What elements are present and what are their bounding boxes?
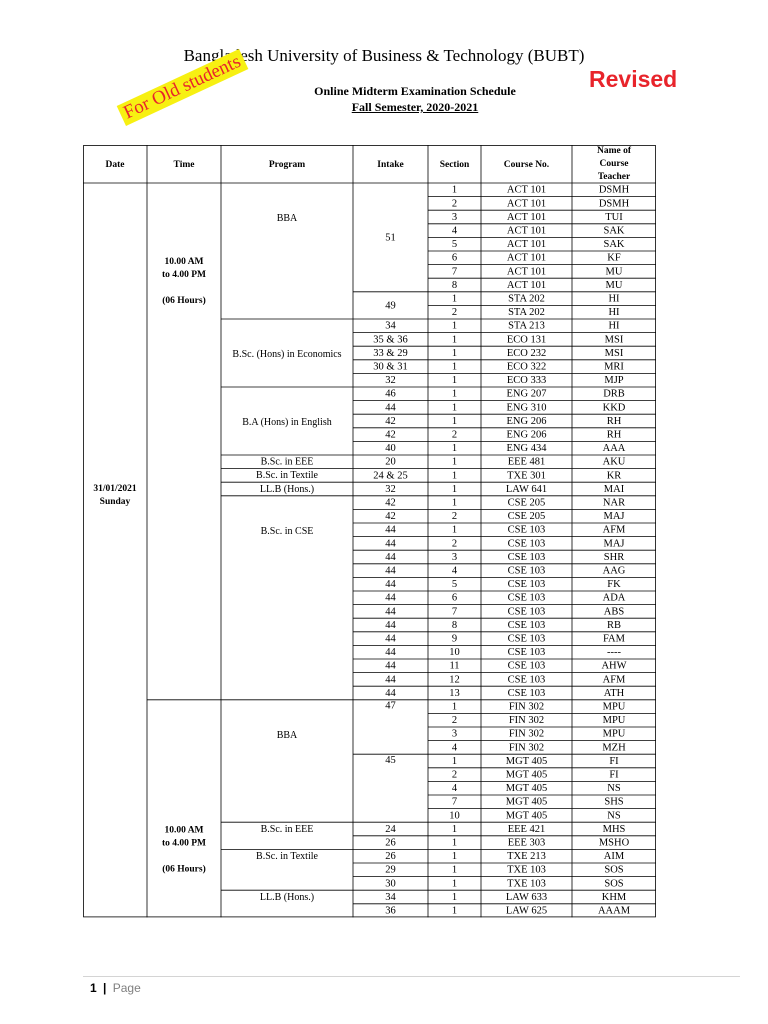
course-cell: ENG 434 xyxy=(506,443,547,455)
section-cell: 1 xyxy=(451,823,458,835)
course-cell: EEE 481 xyxy=(507,456,546,468)
section-cell: 1 xyxy=(451,415,458,427)
date-cell: Sunday xyxy=(99,497,131,508)
intake-cell: 51 xyxy=(385,232,396,244)
intake-cell: 42 xyxy=(385,511,396,523)
teacher-cell: MPU xyxy=(602,701,626,713)
teacher-cell: ATH xyxy=(603,687,625,699)
intake-cell: 44 xyxy=(385,524,396,536)
course-cell: ACT 101 xyxy=(506,266,547,278)
page-footer xyxy=(90,981,141,995)
semester-title: Fall Semester, 2020-2021 xyxy=(351,100,479,114)
program-cell: LL.B (Hons.) xyxy=(259,891,315,903)
teacher-cell: ---- xyxy=(607,647,621,659)
teacher-cell: SAK xyxy=(603,225,625,237)
university-title: Bangladesh University of Business & Technology (BUBT) xyxy=(183,46,585,65)
intake-cell: 47 xyxy=(385,700,396,712)
section-cell: 13 xyxy=(449,687,460,699)
course-cell: CSE 103 xyxy=(507,592,546,604)
course-cell: CSE 103 xyxy=(507,687,546,699)
teacher-cell: RH xyxy=(606,415,622,427)
intake-cell: 44 xyxy=(385,619,396,631)
course-cell: ACT 101 xyxy=(506,184,547,196)
course-cell: CSE 103 xyxy=(507,551,546,563)
section-cell: 2 xyxy=(451,538,458,550)
teacher-cell: MRI xyxy=(604,361,624,373)
teacher-cell: HI xyxy=(608,307,620,319)
schedule-grid xyxy=(83,145,656,927)
program-cell: B.Sc. in CSE xyxy=(260,525,314,537)
intake-cell: 32 xyxy=(385,483,396,495)
course-cell: STA 213 xyxy=(508,320,545,332)
section-cell: 4 xyxy=(451,225,458,237)
teacher-cell: ABS xyxy=(603,606,625,618)
intake-cell: 35 & 36 xyxy=(373,334,408,346)
program-cell: B.Sc. in EEE xyxy=(260,823,314,835)
section-cell: 11 xyxy=(449,660,460,672)
intake-cell: 45 xyxy=(385,754,396,766)
section-cell: 2 xyxy=(451,307,458,319)
course-cell: CSE 103 xyxy=(507,660,546,672)
section-cell: 1 xyxy=(451,456,458,468)
header-cell-teacher: Teacher xyxy=(597,172,631,183)
section-cell: 7 xyxy=(451,266,458,278)
course-cell: CSE 205 xyxy=(507,497,546,509)
intake-cell: 44 xyxy=(385,633,396,645)
section-cell: 9 xyxy=(451,633,458,645)
section-cell: 3 xyxy=(451,551,458,563)
section-cell: 1 xyxy=(451,361,458,373)
teacher-cell: SHR xyxy=(603,551,625,563)
section-cell: 1 xyxy=(451,891,458,903)
teacher-cell: AAA xyxy=(602,443,626,455)
intake-cell: 44 xyxy=(385,402,396,414)
teacher-cell: MZH xyxy=(602,742,626,754)
teacher-cell: HI xyxy=(608,320,620,332)
course-cell: ENG 206 xyxy=(506,429,547,441)
old-students-stamp: For Old students xyxy=(117,49,248,126)
course-cell: CSE 103 xyxy=(507,524,546,536)
course-cell: TXE 213 xyxy=(507,851,546,863)
intake-cell: 46 xyxy=(385,388,396,400)
intake-cell: 33 & 29 xyxy=(373,347,408,359)
course-cell: FIN 302 xyxy=(508,728,545,740)
section-cell: 7 xyxy=(451,796,458,808)
program-cell: B.Sc. in EEE xyxy=(260,456,314,468)
teacher-cell: DRB xyxy=(603,388,625,400)
course-cell: ACT 101 xyxy=(506,279,547,291)
section-cell: 1 xyxy=(451,388,458,400)
section-cell: 5 xyxy=(451,239,458,251)
course-cell: CSE 103 xyxy=(507,579,546,591)
program-cell: BBA xyxy=(276,213,298,225)
intake-cell: 30 xyxy=(385,878,396,890)
footer-rule xyxy=(83,976,740,977)
course-cell: LAW 633 xyxy=(505,891,548,903)
intake-cell: 44 xyxy=(385,647,396,659)
teacher-cell: MSI xyxy=(604,334,624,346)
schedule-subtitle: Online Midterm Examination Schedule xyxy=(314,84,516,98)
teacher-cell: FK xyxy=(607,579,621,591)
section-cell: 1 xyxy=(451,905,458,917)
section-cell: 1 xyxy=(451,483,458,495)
header-cell: Course No. xyxy=(503,160,550,171)
intake-cell: 36 xyxy=(385,905,396,917)
intake-cell: 44 xyxy=(385,660,396,672)
teacher-cell: NAR xyxy=(602,497,626,509)
program-cell: BBA xyxy=(276,729,298,741)
course-cell: ACT 101 xyxy=(506,252,547,264)
time-cell: 10.00 AM xyxy=(164,257,204,268)
teacher-cell: MPU xyxy=(602,715,626,727)
page-separator: | xyxy=(103,981,107,995)
section-cell: 1 xyxy=(451,878,458,890)
section-cell: 1 xyxy=(451,402,458,414)
page-label: Page xyxy=(112,981,141,995)
time-cell: to 4.00 PM xyxy=(161,838,207,849)
course-cell: CSE 103 xyxy=(507,633,546,645)
intake-cell: 40 xyxy=(385,443,396,455)
revised-stamp: Revised xyxy=(589,66,678,92)
intake-cell: 42 xyxy=(385,429,396,441)
section-cell: 4 xyxy=(451,565,458,577)
teacher-cell: AAAM xyxy=(597,905,631,917)
page-number: 1 xyxy=(90,981,97,995)
teacher-cell: RB xyxy=(606,619,622,631)
teacher-cell: MHS xyxy=(602,823,626,835)
course-cell: LAW 641 xyxy=(505,483,548,495)
course-cell: ACT 101 xyxy=(506,225,547,237)
teacher-cell: AHW xyxy=(601,660,627,672)
course-cell: STA 202 xyxy=(508,293,545,305)
schedule-table xyxy=(83,145,656,927)
teacher-cell: MPU xyxy=(602,728,626,740)
time-cell: (06 Hours) xyxy=(162,296,206,307)
header-cell: Date xyxy=(105,160,125,171)
section-cell: 1 xyxy=(451,347,458,359)
header-cell: Time xyxy=(173,160,195,171)
section-cell: 2 xyxy=(451,198,458,210)
teacher-cell: SHS xyxy=(604,796,624,808)
header-cell-teacher: Name of xyxy=(596,146,632,157)
teacher-cell: ADA xyxy=(602,592,626,604)
section-cell: 4 xyxy=(451,742,458,754)
course-cell: EEE 303 xyxy=(507,837,546,849)
intake-cell: 49 xyxy=(385,300,396,312)
teacher-cell: MJP xyxy=(604,375,624,387)
section-cell: 5 xyxy=(451,579,458,591)
teacher-cell: MSHO xyxy=(598,837,630,849)
teacher-cell: SAK xyxy=(603,239,625,251)
intake-cell: 20 xyxy=(385,456,396,468)
course-cell: FIN 302 xyxy=(508,742,545,754)
section-cell: 1 xyxy=(451,837,458,849)
program-cell: B.A (Hons) in English xyxy=(242,417,332,429)
intake-cell: 26 xyxy=(385,851,396,863)
course-cell: CSE 103 xyxy=(507,674,546,686)
section-cell: 12 xyxy=(449,674,460,686)
course-cell: ECO 322 xyxy=(506,361,547,373)
intake-cell: 29 xyxy=(385,864,396,876)
course-cell: LAW 625 xyxy=(505,905,548,917)
section-cell: 1 xyxy=(451,470,458,482)
intake-cell: 30 & 31 xyxy=(373,361,408,373)
intake-cell: 42 xyxy=(385,415,396,427)
intake-cell: 26 xyxy=(385,837,396,849)
section-cell: 1 xyxy=(451,320,458,332)
section-cell: 6 xyxy=(451,592,458,604)
teacher-cell: DSMH xyxy=(598,184,630,196)
course-cell: TXE 103 xyxy=(507,878,546,890)
teacher-cell: NS xyxy=(607,783,621,795)
date-cell: 31/01/2021 xyxy=(93,484,137,495)
course-cell: CSE 205 xyxy=(507,511,546,523)
course-cell: FIN 302 xyxy=(508,715,545,727)
teacher-cell: RH xyxy=(606,429,622,441)
header-cell-teacher: Course xyxy=(599,159,629,170)
course-cell: MGT 405 xyxy=(505,769,548,781)
teacher-cell: KF xyxy=(607,252,621,264)
course-cell: CSE 103 xyxy=(507,647,546,659)
teacher-cell: NS xyxy=(607,810,621,822)
section-cell: 1 xyxy=(451,184,458,196)
course-cell: MGT 405 xyxy=(505,755,548,767)
section-cell: 1 xyxy=(451,864,458,876)
program-cell: LL.B (Hons.) xyxy=(259,483,315,495)
section-cell: 8 xyxy=(451,619,458,631)
course-cell: MGT 405 xyxy=(505,796,548,808)
intake-cell: 32 xyxy=(385,375,396,387)
course-cell: ACT 101 xyxy=(506,211,547,223)
section-cell: 2 xyxy=(451,715,458,727)
course-cell: FIN 302 xyxy=(508,701,545,713)
intake-cell: 44 xyxy=(385,565,396,577)
teacher-cell: AKU xyxy=(602,456,626,468)
teacher-cell: TUI xyxy=(605,211,623,223)
teacher-cell: AFM xyxy=(602,524,626,536)
section-cell: 2 xyxy=(451,769,458,781)
teacher-cell: FI xyxy=(609,755,619,767)
teacher-cell: FAM xyxy=(603,633,625,645)
section-cell: 8 xyxy=(451,279,458,291)
course-cell: ECO 131 xyxy=(506,334,547,346)
teacher-cell: MAJ xyxy=(603,511,625,523)
section-cell: 7 xyxy=(451,606,458,618)
teacher-cell: AIM xyxy=(603,851,625,863)
section-cell: 1 xyxy=(451,755,458,767)
intake-cell: 44 xyxy=(385,538,396,550)
course-cell: ECO 333 xyxy=(506,375,547,387)
section-cell: 1 xyxy=(451,375,458,387)
teacher-cell: AFM xyxy=(602,674,626,686)
intake-cell: 34 xyxy=(385,320,396,332)
course-cell: CSE 103 xyxy=(507,565,546,577)
section-cell: 1 xyxy=(451,497,458,509)
teacher-cell: DSMH xyxy=(598,198,630,210)
time-cell: (06 Hours) xyxy=(162,864,206,875)
intake-cell: 44 xyxy=(385,592,396,604)
course-cell: EEE 421 xyxy=(507,823,546,835)
course-cell: CSE 103 xyxy=(507,606,546,618)
time-cell: to 4.00 PM xyxy=(161,270,207,281)
section-cell: 3 xyxy=(451,211,458,223)
section-cell: 2 xyxy=(451,511,458,523)
intake-cell: 44 xyxy=(385,687,396,699)
section-cell: 6 xyxy=(451,252,458,264)
course-cell: ENG 310 xyxy=(506,402,547,414)
intake-cell: 24 xyxy=(385,823,396,835)
course-cell: TXE 301 xyxy=(507,470,546,482)
teacher-cell: KKD xyxy=(602,402,626,414)
header-cell: Program xyxy=(268,160,306,171)
intake-cell: 34 xyxy=(385,891,396,903)
teacher-cell: FI xyxy=(609,769,619,781)
course-cell: ENG 207 xyxy=(506,388,547,400)
program-cell: B.Sc. in Textile xyxy=(256,850,318,862)
course-cell: TXE 103 xyxy=(507,864,546,876)
intake-cell: 44 xyxy=(385,606,396,618)
section-cell: 1 xyxy=(451,701,458,713)
intake-cell: 44 xyxy=(385,674,396,686)
section-cell: 1 xyxy=(451,851,458,863)
time-cell: 10.00 AM xyxy=(164,825,204,836)
course-cell: MGT 405 xyxy=(505,783,548,795)
section-cell: 10 xyxy=(449,647,460,659)
teacher-cell: MU xyxy=(605,279,623,291)
header-cell: Section xyxy=(439,160,470,171)
intake-cell: 44 xyxy=(385,551,396,563)
program-cell: B.Sc. in Textile xyxy=(256,470,318,482)
course-cell: ACT 101 xyxy=(506,198,547,210)
course-cell: MGT 405 xyxy=(505,810,548,822)
section-cell: 1 xyxy=(451,443,458,455)
course-cell: STA 202 xyxy=(508,307,545,319)
section-cell: 3 xyxy=(451,728,458,740)
intake-cell: 44 xyxy=(385,579,396,591)
section-cell: 1 xyxy=(451,524,458,536)
header-cell: Intake xyxy=(377,160,404,171)
teacher-cell: MU xyxy=(605,266,623,278)
teacher-cell: MAI xyxy=(603,483,625,495)
course-cell: CSE 103 xyxy=(507,619,546,631)
section-cell: 2 xyxy=(451,429,458,441)
intake-cell: 24 & 25 xyxy=(373,470,408,482)
teacher-cell: SOS xyxy=(604,864,624,876)
teacher-cell: KHM xyxy=(601,891,627,903)
teacher-cell: HI xyxy=(608,293,620,305)
section-cell: 1 xyxy=(451,334,458,346)
course-cell: ACT 101 xyxy=(506,239,547,251)
section-cell: 4 xyxy=(451,783,458,795)
course-cell: ENG 206 xyxy=(506,415,547,427)
course-cell: ECO 232 xyxy=(506,347,547,359)
teacher-cell: MSI xyxy=(604,347,624,359)
section-cell: 1 xyxy=(451,293,458,305)
program-cell: B.Sc. (Hons) in Economics xyxy=(232,349,342,361)
teacher-cell: MAJ xyxy=(603,538,625,550)
teacher-cell: KR xyxy=(606,470,622,482)
intake-cell: 42 xyxy=(385,497,396,509)
course-cell: CSE 103 xyxy=(507,538,546,550)
teacher-cell: AAG xyxy=(602,565,626,577)
teacher-cell: SOS xyxy=(604,878,624,890)
section-cell: 10 xyxy=(449,810,460,822)
